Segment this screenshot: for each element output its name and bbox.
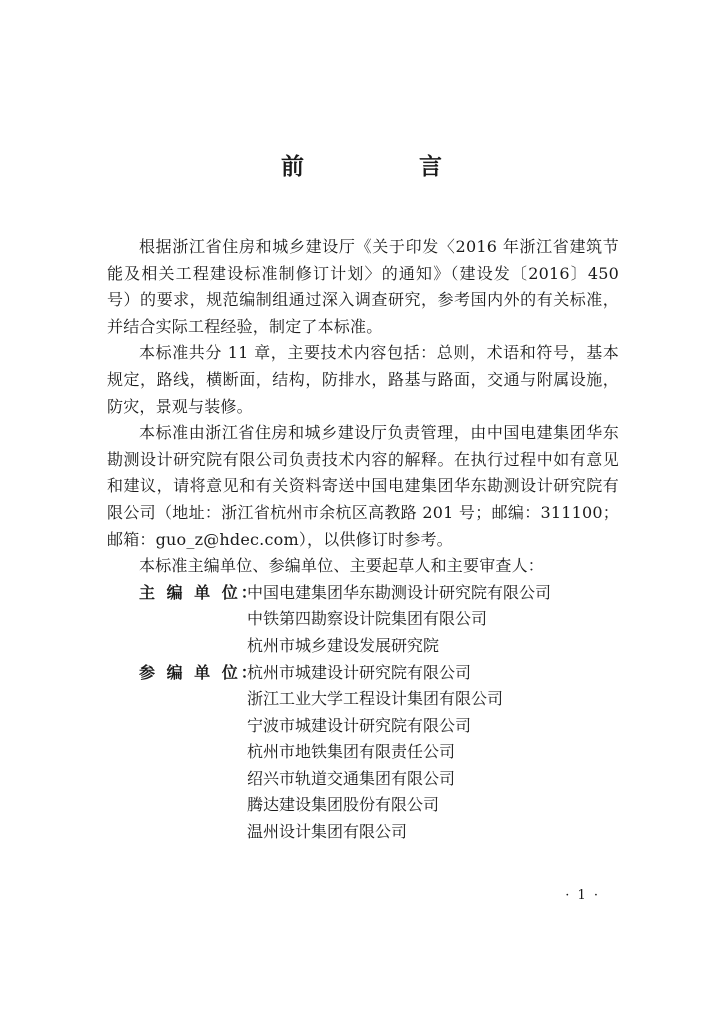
body-text	[107, 234, 619, 846]
org-row	[107, 713, 619, 740]
org-row	[107, 792, 619, 819]
org-name: 绍兴市轨道交通集团有限公司	[247, 768, 456, 788]
org-row	[107, 686, 619, 713]
org-row	[107, 606, 619, 633]
paragraph-units-intro: 本标准主编单位、参编单位、主要起草人和主要审查人：	[139, 556, 545, 576]
org-row	[107, 580, 619, 607]
org-row	[107, 766, 619, 793]
page-title: 前 言	[281, 154, 488, 180]
participating-label: 参 编 单 位：	[139, 662, 260, 682]
org-name: 杭州市城建设计研究院有限公司	[247, 662, 472, 682]
participating-units	[107, 660, 619, 846]
org-name: 中国电建集团华东勘测设计研究院有限公司	[247, 582, 552, 602]
org-name: 中铁第四勘察设计院集团有限公司	[247, 609, 488, 629]
org-row	[107, 819, 619, 846]
org-row	[107, 633, 619, 660]
org-name: 浙江工业大学工程设计集团有限公司	[247, 689, 504, 709]
org-name: 腾达建设集团股份有限公司	[247, 795, 440, 815]
chief-editor-label: 主 编 单 位：	[139, 582, 260, 602]
org-row	[107, 739, 619, 766]
paragraph-origin: 根据浙江省住房和城乡建设厅《关于印发〈2016 年浙江省建筑节能及相关工程建设标准制修订计划〉的通知》（建设发〔2016〕450 号）的要求，规范编制组通过深入调查研究，参考国内外的有关标准，并结合实际工程经验，制定了本标准。	[107, 237, 619, 336]
org-row	[107, 660, 619, 687]
org-name: 杭州市城乡建设发展研究院	[247, 635, 440, 655]
paragraph-management: 本标准由浙江省住房和城乡建设厅负责管理，由中国电建集团华东勘测设计研究院有限公司负责技术内容的解释。在执行过程中如有意见和建议，请将意见和有关资料寄送中国电建集团华东勘测设计研究院有限公司（地址：浙江省杭州市余杭区高教路 201 号；邮编：311100；邮箱：guo_z@hdec.com），以供修订时参考。	[107, 423, 619, 549]
paragraph-contents: 本标准共分 11 章，主要技术内容包括：总则，术语和符号，基本规定，路线，横断面，结构，防排水，路基与路面，交通与附属设施，防灾，景观与装修。	[107, 343, 619, 416]
org-name: 温州设计集团有限公司	[247, 822, 408, 842]
org-name: 宁波市城建设计研究院有限公司	[247, 715, 472, 735]
page-number: · 1 ·	[565, 888, 600, 903]
chief-editor-units	[107, 580, 619, 660]
org-name: 杭州市地铁集团有限责任公司	[247, 742, 456, 762]
